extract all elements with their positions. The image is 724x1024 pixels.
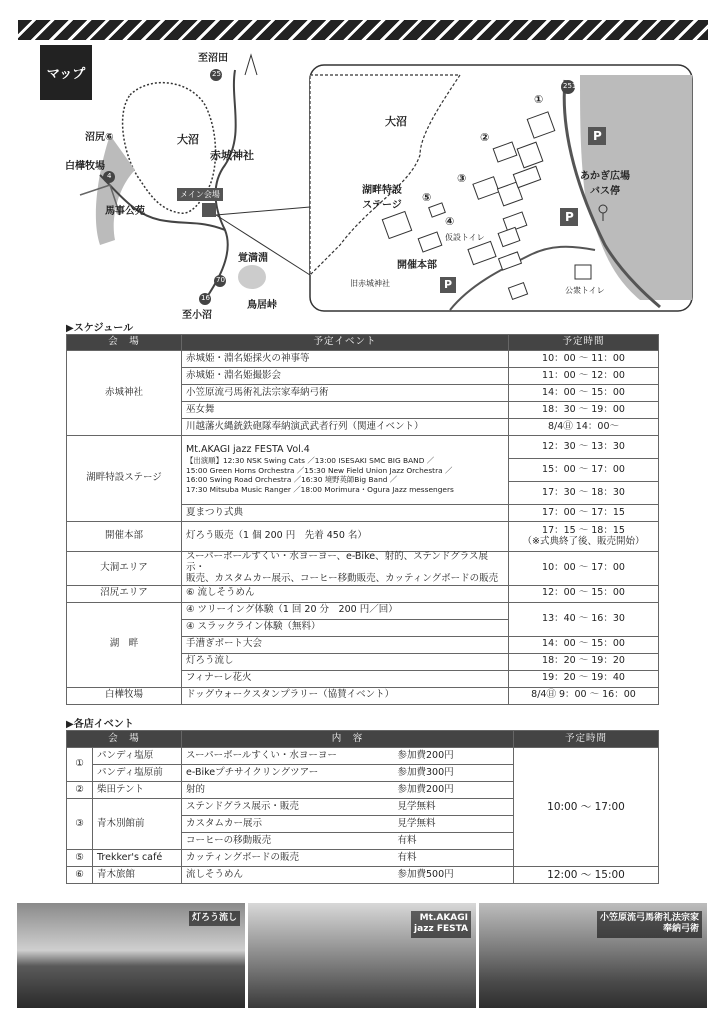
shop-fee: 参加費200円	[394, 782, 514, 799]
shops-header-content: 内 容	[182, 731, 514, 748]
shops-header-venue: 会 場	[67, 731, 182, 748]
shop-venue: 青木別館前	[93, 799, 182, 850]
time-cell: 14：00 ～ 15：00	[509, 636, 659, 653]
label-bajikouen: 馬事公苑	[105, 206, 145, 217]
shop-venue: パンディ塩原前	[93, 765, 182, 782]
parking-icon: P	[444, 278, 453, 291]
shop-content: コーヒーの移動販売	[182, 833, 394, 850]
schedule-header-event: 予定イベント	[182, 335, 509, 351]
shop-fee: 有料	[394, 850, 514, 867]
jazz-festa-title: Mt.AKAGI jazz FESTA Vol.4	[186, 444, 310, 456]
label-kakumanbuchi: 覚満淵	[238, 253, 268, 264]
photo-caption: 灯ろう流し	[189, 911, 240, 926]
time-cell	[509, 522, 659, 552]
shop-number: ③	[67, 799, 93, 850]
map-area	[40, 45, 695, 321]
jazz-lineup-line: 15:00 Green Horns Orchestra ／15:30 New Field Union Jazz Orchestra ／	[186, 465, 453, 475]
shops-table	[66, 730, 659, 884]
detail-num-2: ②	[480, 131, 490, 144]
venue-lakeside-stage: 湖畔特設ステージ	[67, 436, 182, 522]
detail-label-bus-stop: あかぎ広場 バス停	[580, 171, 630, 197]
label-to-konuma: 至小沼	[182, 310, 212, 321]
event-cell: ⑥ 流しそうめん	[182, 585, 509, 602]
label-numajiri: 沼尻⑥	[85, 132, 114, 143]
shop-number: ①	[67, 748, 93, 782]
detail-label-public-toilet: 公衆トイレ	[565, 286, 605, 295]
time-cell: 18：30 ～ 19：00	[509, 402, 659, 419]
shop-content: 流しそうめん	[182, 867, 394, 884]
venue-shirakaba: 白樺牧場	[67, 687, 182, 704]
detail-label-temp-toilet: 仮設トイレ	[445, 233, 485, 242]
detail-label-hq: 開催本部	[397, 260, 437, 271]
venue-akagi-shrine: 赤城神社	[67, 351, 182, 436]
detail-num-1: ①	[534, 93, 544, 106]
map-badge: マップ	[40, 45, 92, 100]
shops-header-time: 予定時間	[514, 731, 659, 748]
event-cell: ④ ツリーイング体験（1 回 20 分 200 円／回）	[182, 602, 509, 619]
shops-time-main: 10:00 ～ 17:00	[514, 748, 659, 867]
event-cell: ④ スラックライン体験（無料）	[182, 619, 509, 636]
photo-caption: Mt.AKAGI jazz FESTA	[411, 911, 471, 938]
event-cell: 小笠原流弓馬術礼法宗家奉納弓術	[182, 385, 509, 402]
time-cell: 14：00 ～ 15：00	[509, 385, 659, 402]
jazz-lineup-line: 17:30 Mitsuba Music Ranger ／18:00 Morimura・Ogura Jazz messengers	[186, 485, 454, 495]
detail-label-onuma: 大沼	[385, 115, 407, 128]
event-cell: ドッグウォークスタンプラリー（協賛イベント）	[182, 687, 509, 704]
time-cell: 12：00 ～ 15：00	[509, 585, 659, 602]
photo-archery	[479, 903, 707, 1008]
shop-number: ⑥	[67, 867, 93, 884]
event-cell: 灯ろう流し	[182, 653, 509, 670]
detail-num-4: ④	[445, 215, 455, 228]
time-cell: 15：00 ～ 17：00	[509, 459, 659, 482]
venue-obora-area: 大洞エリア	[67, 552, 182, 586]
jazz-festa-cell	[182, 436, 509, 505]
time-cell: 18：20 ～ 19：20	[509, 653, 659, 670]
time-note: （※式典終了後、販売開始）	[522, 535, 645, 547]
schedule-header-venue: 会 場	[67, 335, 182, 351]
shops-title: ▶各店イベント	[66, 719, 134, 730]
event-cell: 巫女舞	[182, 402, 509, 419]
shop-fee: 参加費200円	[394, 748, 514, 765]
time-line: 17：15 ～ 18：15	[542, 524, 625, 536]
photo-caption: 小笠原流弓馬術礼法宗家 奉納弓術	[597, 911, 702, 938]
shop-fee: 見学無料	[394, 799, 514, 816]
time-cell: 10：00 ～ 11：00	[509, 351, 659, 368]
time-cell: 17：30 ～ 18：30	[509, 482, 659, 505]
route-4-badge: 4	[107, 172, 112, 180]
route-70-badge: 70	[216, 276, 225, 284]
shop-fee: 有料	[394, 833, 514, 850]
venue-numajiri-area: 沼尻エリア	[67, 585, 182, 602]
event-cell: 赤城姫・淵名姫撮影会	[182, 368, 509, 385]
event-cell: 夏まつり式典	[182, 505, 509, 522]
shop-content: カッティングボードの販売	[182, 850, 394, 867]
main-venue-tag: メイン会場	[177, 188, 223, 201]
time-cell: 17：00 ～ 17：15	[509, 505, 659, 522]
photo-jazz-festa	[248, 903, 476, 1008]
shop-content: e-Bikeプチサイクリングツアー	[182, 765, 394, 782]
event-cell: 手漕ぎボート大会	[182, 636, 509, 653]
venue-lakeside: 湖 畔	[67, 602, 182, 687]
time-cell: 8/4㊐ 9：00 ～ 16：00	[509, 687, 659, 704]
label-akagi-shrine: 赤城神社	[210, 149, 254, 162]
label-onuma: 大沼	[177, 133, 199, 146]
jazz-lineup-line: 【出演順】12:30 NSK Swing Cats ／13:00 ISESAKI SMC BIG BAND ／	[186, 456, 435, 466]
detail-route-251-badge: 251	[563, 82, 577, 90]
jazz-lineup-line: 16:00 Swing Road Orchestra ／16:30 境野英師Big Band ／	[186, 475, 398, 485]
detail-label-old-shrine: 旧赤城神社	[350, 279, 390, 288]
route-251-badge: 251	[212, 70, 226, 78]
shop-number: ⑤	[67, 850, 93, 867]
time-cell: 11：00 ～ 12：00	[509, 368, 659, 385]
time-cell: 8/4㊐ 14：00～	[509, 419, 659, 436]
parking-icon: P	[593, 129, 602, 143]
parking-icon: P	[565, 210, 574, 224]
shop-number: ②	[67, 782, 93, 799]
shop-content: ステンドグラス展示・販売	[182, 799, 394, 816]
shop-venue: Trekker's café	[93, 850, 182, 867]
event-cell: フィナーレ花火	[182, 670, 509, 687]
shop-fee: 参加費300円	[394, 765, 514, 782]
header-stripe	[18, 20, 708, 40]
event-cell: 灯ろう販売（1 個 200 円 先着 450 名）	[182, 522, 509, 552]
label-shirakaba: 白樺牧場	[65, 161, 105, 172]
shop-venue: パンディ塩原	[93, 748, 182, 765]
schedule-title: ▶スケジュール	[66, 323, 134, 334]
detail-num-3: ③	[457, 172, 467, 185]
venue-hq: 開催本部	[67, 522, 182, 552]
shops-time-last: 12:00 ～ 15:00	[514, 867, 659, 884]
time-cell: 12：30 ～ 13：30	[509, 436, 659, 459]
event-line: 販売、カスタムカー展示、コーヒー移動販売、カッティングボードの販売	[186, 572, 499, 584]
photo-lantern-floating	[17, 903, 245, 1008]
event-cell	[182, 552, 509, 586]
route-16-badge: 16	[201, 294, 210, 302]
shop-content: カスタムカー展示	[182, 816, 394, 833]
time-cell: 13：40 ～ 16：30	[509, 602, 659, 636]
schedule-header-time: 予定時間	[509, 335, 659, 351]
shop-fee: 見学無料	[394, 816, 514, 833]
schedule-table	[66, 334, 659, 705]
label-torii-pass: 鳥居峠	[247, 300, 277, 311]
shop-content: スーパーボールすくい・水ヨーヨー	[182, 748, 394, 765]
shop-venue: 青木旅館	[93, 867, 182, 884]
event-line: スーパーボールすくい・水ヨーヨー、e-Bike、射的、ステンドグラス展示・	[186, 551, 488, 573]
time-cell: 19：20 ～ 19：40	[509, 670, 659, 687]
shop-content: 射的	[182, 782, 394, 799]
time-cell: 10：00 ～ 17：00	[509, 552, 659, 586]
shop-fee: 参加費500円	[394, 867, 514, 884]
detail-num-5: ⑤	[422, 191, 432, 204]
event-cell: 赤城姫・淵名姫採火の神事等	[182, 351, 509, 368]
label-to-numata: 至沼田	[198, 53, 228, 64]
photo-strip	[17, 903, 707, 1008]
shop-venue: 柴田テント	[93, 782, 182, 799]
detail-label-stage: 湖畔特設 ステージ	[362, 185, 402, 211]
event-cell: 川越藩火縄銃鉄砲隊奉納演武武者行列（関連イベント）	[182, 419, 509, 436]
